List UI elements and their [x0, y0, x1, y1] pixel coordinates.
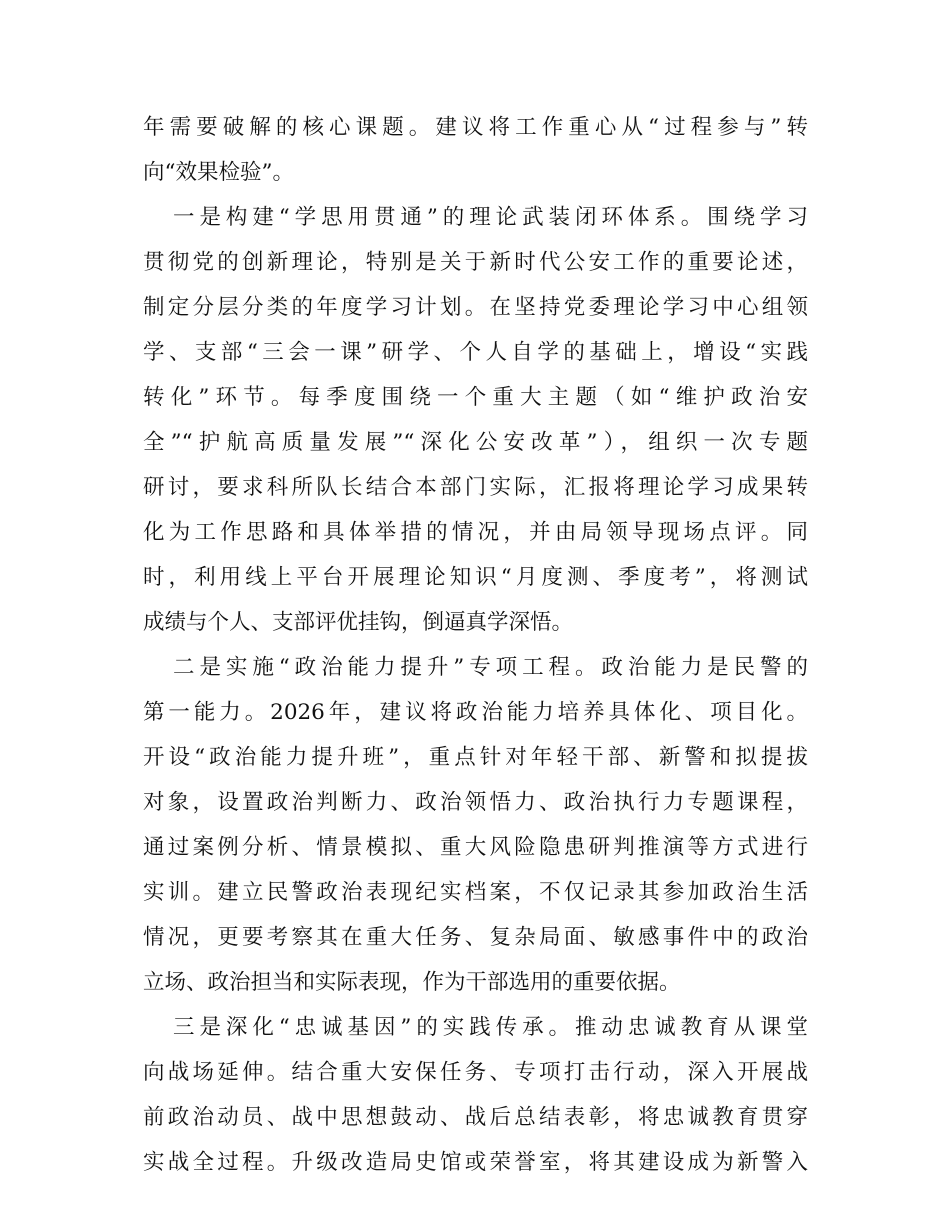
- text-line: 对象，设置政治判断力、政治领悟力、政治执行力专题课程，: [143, 790, 808, 815]
- text-line: 情况，更要考察其在重大任务、复杂局面、敏感事件中的政治: [143, 925, 808, 950]
- paragraph-continuation: [143, 105, 808, 195]
- text-line: 贯彻党的创新理论，特别是关于新时代公安工作的重要论述，: [143, 250, 808, 275]
- text-line: 时，利用线上平台开展理论知识“月度测、季度考”，将测试: [143, 565, 808, 590]
- paragraph-loyalty-gene: [143, 1005, 808, 1185]
- text-line: 全”“护航高质量发展”“深化公安改革”），组织一次专题: [143, 430, 808, 455]
- text-line: 化为工作思路和具体举措的情况，并由局领导现场点评。同: [143, 520, 808, 545]
- text-line: 第一能力。2026年，建议将政治能力培养具体化、项目化。: [143, 700, 808, 725]
- text-line: 立场、政治担当和实际表现，作为干部选用的重要依据。: [143, 970, 681, 995]
- text-line: 实战全过程。升级改造局史馆或荣誉室，将其建设成为新警入: [143, 1150, 808, 1175]
- text-line: 前政治动员、战中思想鼓动、战后总结表彰，将忠诚教育贯穿: [143, 1105, 808, 1130]
- text-line: 转化”环节。每季度围绕一个重大主题（如“维护政治安: [143, 385, 808, 410]
- text-line: 向“效果检验”。: [143, 160, 294, 185]
- paragraph-political-ability: [143, 645, 808, 1005]
- text-line: 成绩与个人、支部评优挂钩，倒逼真学深悟。: [143, 610, 574, 635]
- text-line: 年需要破解的核心课题。建议将工作重心从“过程参与”转: [143, 115, 808, 140]
- text-line: 制定分层分类的年度学习计划。在坚持党委理论学习中心组领: [143, 295, 808, 320]
- text-line: 二是实施“政治能力提升”专项工程。政治能力是民警的: [173, 655, 808, 680]
- text-line: 研讨，要求科所队长结合本部门实际，汇报将理论学习成果转: [143, 475, 808, 500]
- text-line: 一是构建“学思用贯通”的理论武装闭环体系。围绕学习: [173, 205, 808, 230]
- text-line: 向战场延伸。结合重大安保任务、专项打击行动，深入开展战: [143, 1060, 808, 1085]
- paragraph-theory-study: [143, 195, 808, 645]
- document-page: [143, 105, 808, 1185]
- text-line: 通过案例分析、情景模拟、重大风险隐患研判推演等方式进行: [143, 835, 808, 860]
- text-line: 学、支部“三会一课”研学、个人自学的基础上，增设“实践: [143, 340, 808, 365]
- text-line: 开设“政治能力提升班”，重点针对年轻干部、新警和拟提拔: [143, 745, 808, 770]
- text-line: 三是深化“忠诚基因”的实践传承。推动忠诚教育从课堂: [173, 1015, 808, 1040]
- text-line: 实训。建立民警政治表现纪实档案，不仅记录其参加政治生活: [143, 880, 808, 905]
